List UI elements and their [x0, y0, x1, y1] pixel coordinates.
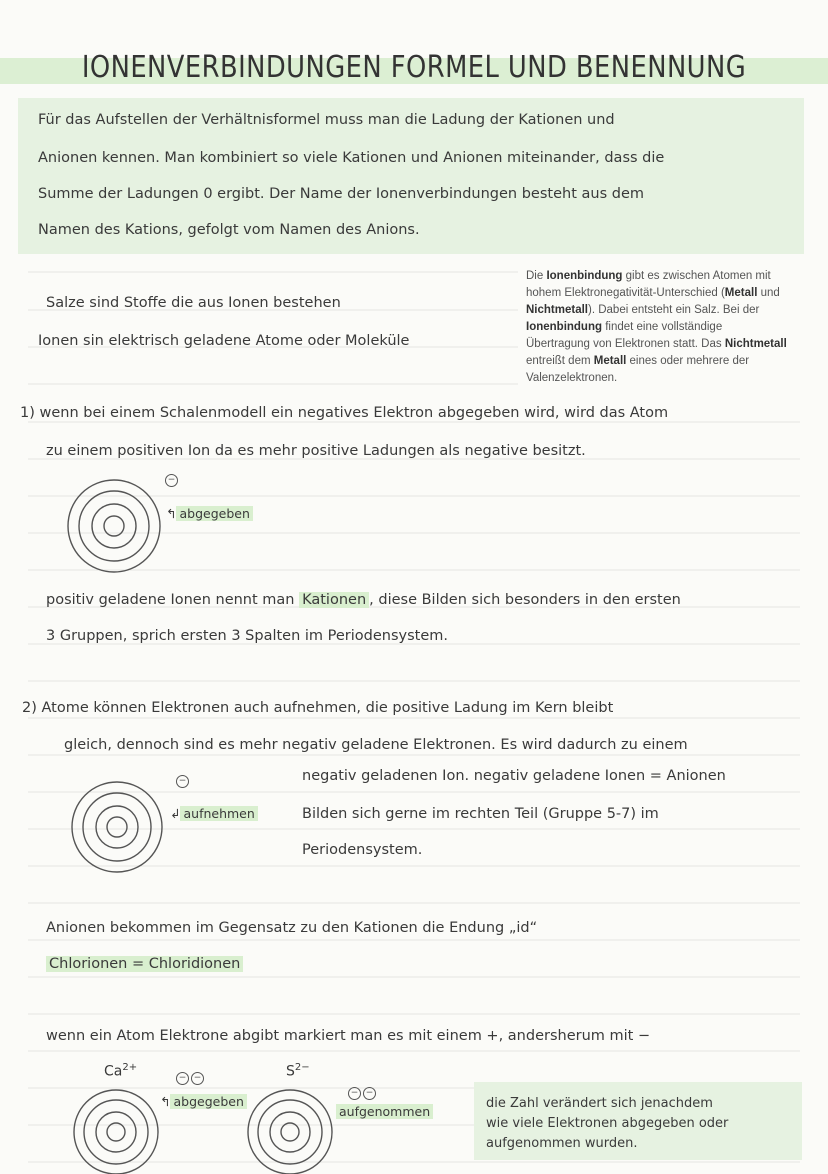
- section1-line-2: zu einem positiven Ion da es mehr positive Ladungen als negative besitzt.: [46, 443, 586, 459]
- charges-line: wenn ein Atom Elektrone abgibt markiert man es mit einem +, andersherum mit −: [46, 1028, 651, 1044]
- electron-icon: −: [176, 775, 189, 788]
- section2-right-1: negativ geladenen Ion. negativ geladene Ionen = Anionen: [302, 768, 726, 784]
- arrow-label-ca-abgegeben: ↰ abgegeben: [160, 1094, 247, 1109]
- kationen-line-2: 3 Gruppen, sprich ersten 3 Spalten im Periodensystem.: [46, 628, 448, 644]
- ca-symbol: $Ca^{2+}$: [104, 1062, 138, 1080]
- intro-line-3: Summe der Ladungen 0 ergibt. Der Name der Ionenverbindungen besteht aus dem: [38, 186, 644, 202]
- ionen-line: Ionen sin elektrisch geladene Atome oder Moleküle: [38, 333, 410, 349]
- atom-model-2: [70, 780, 164, 874]
- atom-model-ca: [70, 1082, 162, 1174]
- arrow-label-aufnehmen: ↲ aufnehmen: [170, 806, 258, 821]
- atom-model-s: [244, 1082, 336, 1174]
- section2-line-1: 2) Atome können Elektronen auch aufnehmen, die positive Ladung im Kern bleibt: [22, 700, 614, 716]
- intro-line-2: Anionen kennen. Man kombiniert so viele Kationen und Anionen miteinander, dass die: [38, 150, 665, 166]
- intro-line-1: Für das Aufstellen der Verhältnisformel muss man die Ladung der Kationen und: [38, 112, 615, 128]
- electron-icon: −: [176, 1072, 189, 1085]
- section1-line-1: 1) wenn bei einem Schalenmodell ein negatives Elektron abgegeben wird, wird das Atom: [20, 405, 669, 421]
- atom-model-1: [66, 478, 162, 574]
- note-line-3: aufgenommen wurden.: [486, 1136, 638, 1151]
- arrow-label-abgegeben: ↰ abgegeben: [166, 506, 253, 521]
- salze-line: Salze sind Stoffe die aus Ionen bestehen: [46, 295, 341, 311]
- intro-line-4: Namen des Kations, gefolgt vom Namen des Anions.: [38, 222, 420, 238]
- note-line-1: die Zahl verändert sich jenachdem: [486, 1096, 713, 1111]
- anionen-line-2: Chlorionen = Chloridionen: [46, 956, 243, 972]
- arrow-label-s-aufgenommen: aufgenommen: [336, 1104, 433, 1119]
- electron-icon: −: [348, 1087, 361, 1100]
- page-title: IONENVERBINDUNGEN FORMEL UND BENENNUNG: [81, 50, 747, 85]
- electron-icon: −: [191, 1072, 204, 1085]
- anionen-line-1: Anionen bekommen im Gegensatz zu den Kationen die Endung „id“: [46, 920, 538, 936]
- electron-icon: −: [363, 1087, 376, 1100]
- s-symbol: $S^{2-}$: [286, 1062, 310, 1080]
- section2-right-2: Bilden sich gerne im rechten Teil (Gruppe 5-7) im: [302, 806, 659, 822]
- note-line-2: wie viele Elektronen abgegeben oder: [486, 1116, 729, 1131]
- info-box: Die Ionenbindung gibt es zwischen Atomen mit hohem Elektronegativität-Unterschied (Metall und Nichtmetall). Dabei entsteht ein Salz. Bei der Ionenbindung findet eine vollständige Übertragung von Elektronen statt. Das Nichtmetall entreißt dem Metall eines oder mehrere der Valenzelektronen.: [526, 270, 787, 384]
- section2-right-3: Periodensystem.: [302, 842, 423, 858]
- section2-line-2: gleich, dennoch sind es mehr negativ geladene Elektronen. Es wird dadurch zu einem: [64, 737, 688, 753]
- kationen-line-1: positiv geladene Ionen nennt man Kationen , diese Bilden sich besonders in den ersten: [46, 592, 681, 608]
- electron-icon: −: [165, 474, 178, 487]
